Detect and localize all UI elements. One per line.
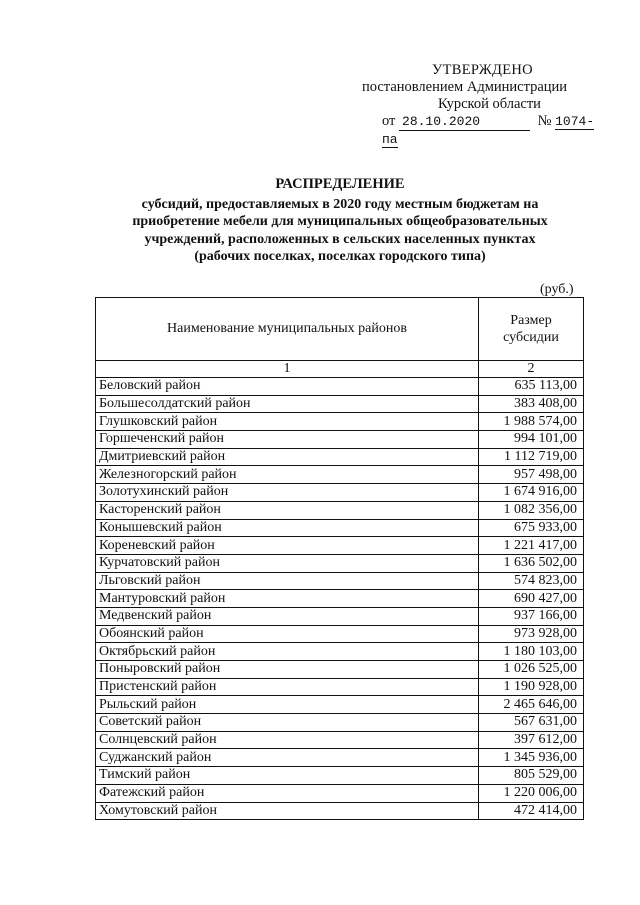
approval-number: 1074-па — [382, 114, 595, 147]
district-name: Конышевский район — [96, 519, 479, 537]
table-header-row — [96, 298, 584, 361]
table-row — [96, 749, 584, 767]
district-name: Тимский район — [96, 767, 479, 785]
approval-title: УТВЕРЖДЕНО — [432, 62, 533, 78]
distribution-table — [95, 297, 584, 820]
district-name: Рыльский район — [96, 696, 479, 714]
subsidy-amount: 1 112 719,00 — [479, 448, 584, 466]
table-row — [96, 466, 584, 484]
subsidy-amount: 1 345 936,00 — [479, 749, 584, 767]
subsidy-amount: 937 166,00 — [479, 607, 584, 625]
title-heading: РАСПРЕДЕЛЕНИЕ — [275, 176, 405, 192]
district-name: Глушковский район — [96, 413, 479, 431]
table-row — [96, 625, 584, 643]
subsidy-amount: 2 465 646,00 — [479, 696, 584, 714]
table-row — [96, 643, 584, 661]
table-index-row — [96, 361, 584, 378]
column-header-amount-line-1: Размер — [510, 313, 552, 328]
subsidy-amount: 973 928,00 — [479, 625, 584, 643]
approval-region: Курской области — [438, 96, 541, 112]
table-row — [96, 431, 584, 449]
column-index-1: 1 — [96, 361, 479, 378]
subsidy-amount: 1 221 417,00 — [479, 537, 584, 555]
subsidy-amount: 383 408,00 — [479, 395, 584, 413]
table-row — [96, 714, 584, 732]
title-line-3: учреждений, расположенных в сельских населенных пунктах — [144, 231, 536, 247]
table-row — [96, 484, 584, 502]
district-name: Хомутовский район — [96, 802, 479, 820]
district-name: Обоянский район — [96, 625, 479, 643]
approval-date-line — [382, 113, 600, 147]
table-row — [96, 413, 584, 431]
subsidy-amount: 957 498,00 — [479, 466, 584, 484]
table-row — [96, 661, 584, 679]
table-row — [96, 501, 584, 519]
district-name: Курчатовский район — [96, 554, 479, 572]
district-name: Кореневский район — [96, 537, 479, 555]
subsidy-amount: 1 220 006,00 — [479, 784, 584, 802]
subsidy-amount: 1 988 574,00 — [479, 413, 584, 431]
table-row — [96, 395, 584, 413]
subsidy-amount: 675 933,00 — [479, 519, 584, 537]
approval-authority: постановлением Администрации — [362, 79, 568, 95]
subsidy-amount: 805 529,00 — [479, 767, 584, 785]
column-index-2: 2 — [479, 361, 584, 378]
district-name: Беловский район — [96, 378, 479, 396]
table-row — [96, 448, 584, 466]
subsidy-amount: 690 427,00 — [479, 590, 584, 608]
subsidy-amount: 1 636 502,00 — [479, 554, 584, 572]
subsidy-amount: 574 823,00 — [479, 572, 584, 590]
title-line-2: приобретение мебели для муниципальных общеобразовательных — [132, 214, 548, 229]
subsidy-amount: 397 612,00 — [479, 731, 584, 749]
currency-unit: (руб.) — [540, 282, 574, 297]
district-name: Золотухинский район — [96, 484, 479, 502]
number-prefix: № — [537, 113, 552, 129]
district-name: Фатежский район — [96, 784, 479, 802]
table-row — [96, 696, 584, 714]
table-row — [96, 519, 584, 537]
district-name: Большесолдатский район — [96, 395, 479, 413]
table-row — [96, 678, 584, 696]
district-name: Солнцевский район — [96, 731, 479, 749]
document-title — [80, 176, 600, 266]
subsidy-amount: 1 674 916,00 — [479, 484, 584, 502]
district-name: Суджанский район — [96, 749, 479, 767]
subsidy-amount: 1 190 928,00 — [479, 678, 584, 696]
district-name: Железногорский район — [96, 466, 479, 484]
district-name: Горшеченский район — [96, 431, 479, 449]
subsidy-amount: 472 414,00 — [479, 802, 584, 820]
subsidy-amount: 1 082 356,00 — [479, 501, 584, 519]
table-row — [96, 572, 584, 590]
subsidy-amount: 1 180 103,00 — [479, 643, 584, 661]
column-header-amount-line-2: субсидии — [503, 330, 559, 345]
approval-block — [360, 62, 600, 147]
table-row — [96, 378, 584, 396]
title-line-1: субсидий, предоставляемых в 2020 году местным бюджетам на — [141, 196, 539, 212]
district-name: Октябрьский район — [96, 643, 479, 661]
table-row — [96, 554, 584, 572]
subsidy-amount: 994 101,00 — [479, 431, 584, 449]
district-name: Дмитриевский район — [96, 448, 479, 466]
district-name: Советский район — [96, 714, 479, 732]
district-name: Касторенский район — [96, 501, 479, 519]
subsidy-amount: 635 113,00 — [479, 378, 584, 396]
subsidy-amount: 567 631,00 — [479, 714, 584, 732]
table-row — [96, 784, 584, 802]
approval-date: 28.10.2020 — [399, 113, 530, 131]
column-header-amount — [479, 298, 584, 361]
table-row — [96, 607, 584, 625]
district-name: Поныровский район — [96, 661, 479, 679]
table-row — [96, 590, 584, 608]
district-name: Льговский район — [96, 572, 479, 590]
column-header-name: Наименование муниципальных районов — [96, 298, 479, 361]
table-row — [96, 537, 584, 555]
district-name: Мантуровский район — [96, 590, 479, 608]
district-name: Медвенский район — [96, 607, 479, 625]
subsidy-amount: 1 026 525,00 — [479, 661, 584, 679]
table-row — [96, 802, 584, 820]
table-row — [96, 767, 584, 785]
title-line-4: (рабочих поселках, поселках городского типа) — [194, 249, 486, 264]
district-name: Пристенский район — [96, 678, 479, 696]
date-prefix: от — [382, 113, 396, 129]
table-row — [96, 731, 584, 749]
